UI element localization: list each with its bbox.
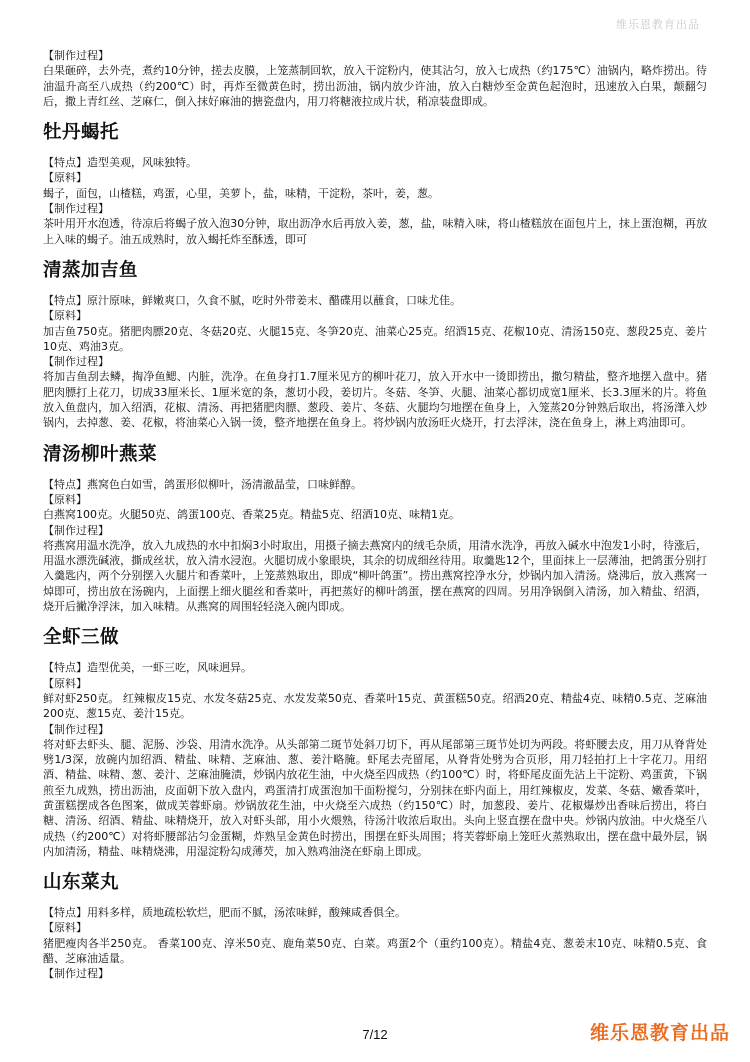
- ingredients-label: 【原料】: [43, 492, 87, 506]
- process-text: 茶叶用开水泡透，待凉后将蝎子放入泡30分钟，取出沥净水后再放入姜，葱，盐，味精入味，将山楂糕放在面包片上，抹上蛋泡糊，再放上入味的蝎子。油五成熟时，放入蝎托炸至酥透，即可: [43, 217, 707, 246]
- ingredients-text: 鲜对虾250克。 红辣椒皮15克、水发冬菇25克、水发发菜50克、香菜叶15克、黄蛋糕50克。绍酒20克、精盐4克、味精0.5克、芝麻油200克、葱15克、姜汁15克。: [43, 691, 707, 721]
- process-label: 【制作过程】: [43, 355, 109, 369]
- feature-label: 【特点】: [43, 156, 87, 170]
- feature-text: 造型美观，风味独特。: [87, 156, 197, 170]
- ingredients-label: 【原料】: [43, 309, 87, 323]
- recipe-prawn-three-ways: [43, 625, 707, 859]
- feature-line: [43, 660, 707, 675]
- feature-label: 【特点】: [43, 477, 87, 491]
- ingredients-text: 蝎子，面包，山楂糕，鸡蛋，心里，美萝卜，盐，味精，干淀粉，茶叶，姜，葱。: [43, 186, 439, 200]
- process-text: 将加吉鱼刮去鳞，掏净鱼鳃、内脏，洗净。在鱼身打1.7厘米见方的柳叶花刀，放入开水中一烫即捞出，撒匀精盐，整齐地摆入盘中。猪肥肉膘打上花刀，切成33厘米长、1厘米宽的条，葱切小段，姜切片。冬菇、冬笋、火腿、油菜心都切成宽1厘米、长3.3厘米的片。将鱼放入鱼盘内，加入绍酒，花椒、清汤、再把猪肥肉膘、葱段、姜片、冬菇、火腿均匀地摆在鱼身上，入笼蒸20分钟熟后取出，将汤潷入炒锅内，去掉葱、姜、花椒，将油菜心入锅一烫，整齐地摆在鱼身上。将炒锅内放汤旺火烧开，打去浮沫，浇在鱼身上，淋上鸡油即可。: [43, 370, 707, 430]
- process-label: 【制作过程】: [43, 523, 109, 537]
- recipe-title: 牡丹蝎托: [43, 122, 120, 144]
- recipe-shandong-vegetable-balls: [43, 870, 707, 981]
- feature-text: 燕窝色白如雪，鸽蛋形似柳叶，汤清澈晶莹，口味鲜醇。: [87, 477, 362, 491]
- page-number: 7/12: [362, 1027, 388, 1042]
- ingredients-label: 【原料】: [43, 921, 87, 935]
- process-label: 【制作过程】: [43, 202, 109, 216]
- process-label: 【制作过程】: [43, 49, 109, 62]
- ingredients-text: 猪肥瘦肉各半250克。 香菜100克、淳米50克、鹿角菜50克、白菜。鸡蛋2个（重约100克）。精盐4克、葱姜末10克、味精0.5克、食醋、芝麻油适量。: [43, 936, 707, 966]
- feature-text: 用料多样，质地疏松软烂，肥而不腻，汤浓味鲜，酸辣咸香俱全。: [87, 906, 406, 920]
- feature-line: [43, 905, 707, 920]
- recipe-title: 山东菜丸: [43, 872, 120, 894]
- feature-label: 【特点】: [43, 661, 87, 675]
- ingredients-label: 【原料】: [43, 676, 87, 690]
- document-body: [43, 48, 707, 982]
- bottom-watermark: 维乐恩教育出品: [589, 1022, 730, 1044]
- recipe-title: 清汤柳叶燕菜: [43, 443, 158, 465]
- feature-line: [43, 155, 707, 170]
- recipe-peony-scorpion: [43, 120, 707, 247]
- recipe-steamed-red-snapper: [43, 258, 707, 431]
- ingredients-label: 【原料】: [43, 171, 87, 185]
- process-label: 【制作过程】: [43, 722, 109, 736]
- feature-line: [43, 477, 707, 492]
- ingredients-text: 加吉鱼750克。猪肥肉膘20克、冬菇20克、火腿15克、冬笋20克、油菜心25克。绍酒15克、花椒10克、清汤150克、葱段25克、姜片10克、鸡油3克。: [43, 324, 707, 353]
- recipe-clear-soup-birds-nest: [43, 442, 707, 615]
- recipe-title: 全虾三做: [43, 627, 120, 649]
- process-text: 将燕窝用温水洗净，放入九成热的水中扣焖3小时取出，用摄子摘去燕窝内的绒毛杂质，用清水洗净，再放入碱水中泡发1小时，待涨后，用温水漂洗碱液，撕成丝状，放入清水浸泡。火腿切成小象眼块，其余的切成细丝待用。取羹匙12个，里面抹上一层薄油，把鸽蛋分别打入羹匙内，两个分别摆入火腿片和香菜叶，上笼蒸熟取出，即成“柳叶鸽蛋”。捞出燕窝控净水分，炒锅内加入清汤。烧沸后，放入燕窝一焯即可，捞出放在汤碗内，上面摆上细火腿丝和香菜叶，再把蒸好的柳叶鸽蛋，摆在燕窝的四周。另用净锅倒入清汤，加入精盐、绍酒，烧开后撇净浮沫，加入味精。从燕窝的周围轻轻浇入碗内即成。: [43, 538, 707, 614]
- intro-section: [43, 48, 707, 109]
- feature-line: [43, 293, 707, 308]
- feature-label: 【特点】: [43, 293, 87, 307]
- feature-text: 造型优美，一虾三吃，风味迥异。: [87, 661, 252, 675]
- feature-text: 原汁原味，鲜嫩爽口，久食不腻，吃时外带姜末、醋碟用以蘸食，口味尤佳。: [87, 293, 461, 307]
- ingredients-text: 白燕窝100克。火腿50克、鸽蛋100克、香菜25克。精盐5克、绍酒10克、味精1克。: [43, 508, 460, 522]
- process-text: 白果砸碎，去外壳，煮约10分钟，搓去皮膜，上笼蒸制回软，放入干淀粉内，使其沾匀，放入七成热（约175℃）油锅内，略炸捞出。待油温升高至八成热（约200℃）时，再炸至微黄色时，捞出沥油，锅内放少许油，放入白糖炒至金黄色起泡时，迅速放入白果，颠翻匀后，撒上青红丝、芝麻仁，倒入抹好麻油的搪瓷盘内，用刀将糖液拉成片状，稍凉装盘即成。: [43, 64, 707, 108]
- top-watermark: 维乐恩教育出品: [616, 18, 700, 31]
- recipe-title: 清蒸加吉鱼: [43, 259, 139, 281]
- process-label: 【制作过程】: [43, 967, 109, 981]
- process-text: 将对虾去虾头、腿、泥肠、沙袋、用清水洗净。从头部第二斑节处斜刀切下，再从尾部第三斑节处切为两段。将虾腰去皮，用刀从脊背处劈1/3深，放碗内加绍酒、精盐、味精、芝麻油、葱、姜汁略腌。虾尾去壳留尾，从脊背处劈为合页形，用刀轻拍打上十字花刀。用绍酒、精盐、味精、葱、姜汁、芝麻油腌渍，炒锅内放花生油，中火烧至四成热（约100℃）时，将虾尾皮面先沾上干淀粉、鸡蛋黄，下锅煎至九成熟，捞出沥油，皮面朝下放入盘内，鸡蛋清打成蛋泡加干面粉搅匀，分别抹在虾内面上，用红辣椒皮，发菜、冬菇、嫩香菜叶，黄蛋糕摆成各色图案，做成芙蓉虾扇。炒锅放花生油，中火烧至六成热（约150℃）时，加葱段、姜片、花椒爆炒出香味后捞出，将白糖、清汤、绍酒、精盐、味精烧开，放入对虾头部，用小火煨熟，待汤汁收浓后取出。头向上竖直摆在盘中央。炒锅内放油。中火烧至八成热（约200℃）对将虾腰部沾匀金蛋糊，炸熟呈金黄色时捞出，围摆在虾头周围；将芙蓉虾扇上笼旺火蒸熟取出，摆在盘中最外层，锅内加清汤，精盐、味精烧沸，用湿淀粉勾成薄芡，加入熟鸡油浇在虾扇上即成。: [43, 737, 707, 858]
- feature-label: 【特点】: [43, 906, 87, 920]
